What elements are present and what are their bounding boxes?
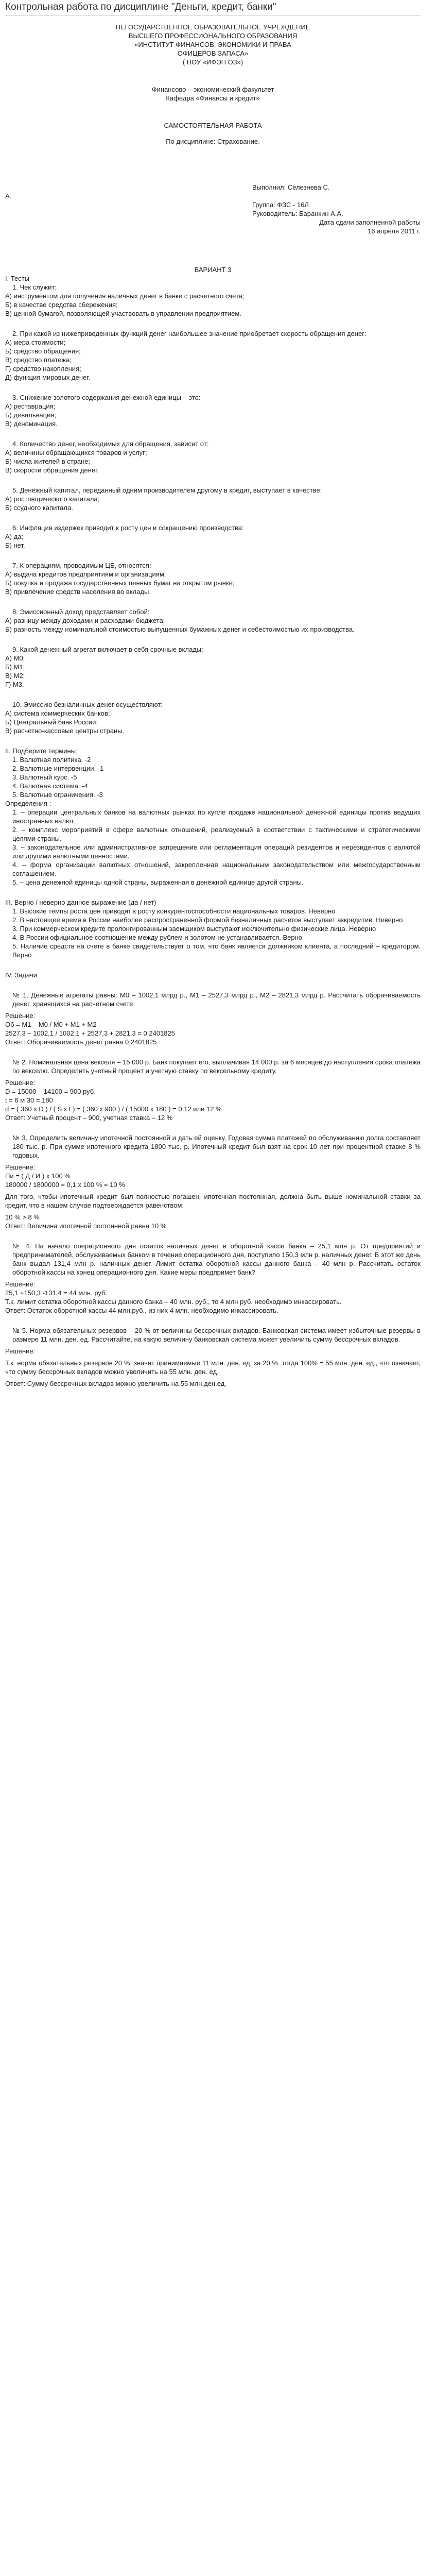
answer-option: А) величины обращающихся товаров и услуг; <box>5 449 147 456</box>
task-solution-line: Т.к. норма обязательных резервов 20 %, значит принимаемые 11 млн. ден. ед. за 20 %. тогда 100% = 55 млн. ден. ед., что означает, что сумму бессрочных вкладов можно увеличить на 55 млн. ден. ед. <box>5 1359 423 1376</box>
task-statement: № 1. Денежные агрегаты равны: М0 – 1002,1 млрд р., М1 – 2527,3 млрд р., М2 – 2821,3 млрд р. Рассчитать обоpачиваемость денег, хранящихся на расчетном счете. <box>12 991 423 1008</box>
org-line: НЕГОСУДАРСТВЕННОЕ ОБРАЗОВАТЕЛЬНОЕ УЧРЕЖДЕНИЕ <box>115 23 310 31</box>
answer-option: А) М0; <box>5 654 25 662</box>
task-solution-line: Ответ: Сумму бессрочных вкладов можно увеличить на 55 млн.ден.ед. <box>5 1380 226 1387</box>
question-text: 9. Какой денежный агрегат включает в себя срочные вклады: <box>12 646 203 653</box>
task-statement: № 3. Определить величину ипотечной постоянной и дать ей оценку. Годовая сумма платежей по обслуживанию долга составляет 180 тыс. р. При сумме ипотечного кредита 1800 тыс. р. Ипотечный кредит был взят на срок 10 лет при процентной ставке 8 % годовых. <box>12 1134 423 1159</box>
answer-option: А) система коммерческих банков; <box>5 709 110 717</box>
org-line: ОФИЦЕРОВ ЗАПАСА» <box>177 49 249 57</box>
question-text: 3. Снижение золотого содержания денежной единицы – это: <box>12 394 201 401</box>
answer-option: Д) функция мировых денег. <box>5 374 91 381</box>
answer-option: В) ценной бумагой, позволяющей участвовать в управлении предприятием. <box>5 310 241 317</box>
task-solution-line: Т.к. лимит остатка оборотной кассы данного банка – 40 млн. руб., то 4 млн руб. необходимо инкассировать. <box>5 1298 342 1306</box>
answer-option: А) разницу между доходами и расходами бюджета; <box>5 617 165 624</box>
test-question <box>5 283 421 318</box>
answer-option: Б) разность между номинальной стоимостью выпущенных бумажных денег и себестоимостью их производства. <box>5 625 355 633</box>
org-line: ( НОУ «ИФЭП ОЗ») <box>182 58 243 66</box>
question-text: 6. Инфляция издержек приводит к росту цен и сокращению производства: <box>12 524 244 532</box>
task-solution-line: 180000 / 1800000 = 0,1 х 100 % = 10 % <box>5 1181 125 1189</box>
task-solution-line: Ответ: Обоpачиваемость денег равна 0,2401825 <box>5 1038 157 1046</box>
task-solution-line: Решение: <box>5 1347 36 1355</box>
answer-option: А) выдача кредитов предприятиям и организациям; <box>5 570 166 578</box>
task-solution-line: d = ( 360 x D ) / ( S x t ) = ( 360 x 900 ) / ( 15000 x 180 ) = 0.12 или 12 % <box>5 1105 222 1113</box>
question-text: 1. Чек служит: <box>12 283 57 291</box>
signature-block <box>5 183 421 235</box>
answer-option: Г) М3. <box>5 681 24 688</box>
task-solution-line: Решение: <box>5 1163 36 1171</box>
performed-by: Выполнил: Селезнева С. <box>252 183 330 191</box>
answer-option: Б) покупка и продажа государственных ценных бумаг на открытом рынке; <box>5 579 235 587</box>
question-text: 10. Эмиссию безналичных денег осуществляют: <box>12 701 163 708</box>
true-false-statement: 1. Высокие темпы роста цен приводят к росту конкурентоспособности национальных товаров. Неверно <box>12 907 336 915</box>
answer-option: Б) ссудного капитала. <box>5 504 73 512</box>
answer-option: А) мера стоимости; <box>5 338 66 346</box>
question-text: 5. Денежный капитал, переданный одним производителем другому в кредит, выступает в качестве: <box>12 486 322 494</box>
terms-section <box>5 747 421 887</box>
answer-option: А) ростовщического капитала; <box>5 495 100 503</box>
test-question <box>5 523 421 550</box>
task-solution-line: t = 6 м 30 = 180 <box>5 1096 53 1104</box>
answer-option: В) расчетно-кассовые центры страны. <box>5 727 125 735</box>
task-solution-line: Об = М1 – М0 / М0 + М1 + М2 <box>5 1021 97 1028</box>
work-type-block <box>5 121 421 146</box>
task <box>5 991 421 1046</box>
definitions-heading: Определения : <box>5 800 51 807</box>
department-name: Кафедра «Финансы и кредит» <box>166 94 260 102</box>
page-title: Контрольная работа по дисциплине "Деньги, кредит, банки" <box>5 1 421 15</box>
test-question <box>5 700 421 735</box>
test-question <box>5 607 421 634</box>
faculty-name: Финансово – экономический факультет <box>151 86 274 93</box>
answer-option: Б) девальвация; <box>5 411 56 419</box>
term-item: 1. Валютная политика. -2 <box>12 756 91 764</box>
org-line: «ИНСТИТУТ ФИНАНСОВ, ЭКОНОМИКИ И ПРАВА <box>134 41 291 48</box>
task <box>5 1133 421 1230</box>
task-solution-line: Решение: <box>5 1280 36 1288</box>
task-solution-line: Решение: <box>5 1079 36 1087</box>
submission-date: 16 апреля 2011 г. <box>368 227 421 235</box>
tests-heading: I. Тесты <box>5 275 30 282</box>
task-solution-line: Ответ: Остаток оборотной кассы 44 млн.руб., из них 4 млн. необходимо инкассировать. <box>5 1307 278 1314</box>
task-solution-line: 10 % > 8 % <box>5 1213 40 1221</box>
task-statement: № 5. Норма обязательных резервов – 20 % от величины бессрочных вкладов. Банковская система имеет избыточные резервы в размере 11 млн. ден. ед. Рассчитайте, на какую величину банковская система может увеличить сумму бессрочных вкладов. <box>12 1327 423 1343</box>
term-definition: 5. – цена денежной единицы одной страны, выраженная в денежной единице другой страны. <box>12 878 304 886</box>
test-question <box>5 439 421 474</box>
answer-option: Б) М1; <box>5 663 25 671</box>
test-question <box>5 645 421 689</box>
term-item: 2. Валютные интервенции. -1 <box>12 765 104 772</box>
answer-option: Б) числа жителей в стране; <box>5 457 91 465</box>
answer-option: А) да; <box>5 533 24 540</box>
tasks-section <box>5 971 421 1388</box>
task-solution-line: Ответ: Учетный процент – 900, учетная ставка – 12 % <box>5 1114 173 1122</box>
org-line: ВЫСШЕГО ПРОФЕССИОНАЛЬНОГО ОБРАЗОВАНИЯ <box>128 32 298 40</box>
task <box>5 1242 421 1315</box>
question-text: 4. Количество денег, необходимых для обращения, зависит от: <box>12 440 209 448</box>
variant-heading: ВАРИАНТ 3 <box>194 266 232 274</box>
answer-option: Г) средство накопления; <box>5 365 81 372</box>
question-text: 8. Эмиссионный доход представляет собой: <box>12 608 150 616</box>
answer-option: Б) средство обращения; <box>5 347 81 355</box>
test-question <box>5 329 421 382</box>
answer-option: В) средство платежа; <box>5 356 72 364</box>
term-definition: 3. – законодательное или административное запрещение или регламентация операций резидентов и нерезидентов с валютой или другими валютными ценностями. <box>12 843 423 860</box>
true-false-statement: 5. Наличие средств на счете в банке свидетельствует о том, что банк является должником клиента, а последний – кредитором. Верно <box>12 942 423 959</box>
task-solution-line: Решение: <box>5 1012 36 1020</box>
answer-option: Б) нет. <box>5 541 25 549</box>
tests-section <box>5 283 421 735</box>
true-false-statement: 4. В России официальное соотношение между рублем и золотом не устанавливается. Верно <box>12 934 303 941</box>
answer-option: В) привлечение средств населения во вклады. <box>5 588 151 596</box>
term-item: 5. Валютные ограничения. -3 <box>12 791 103 799</box>
true-false-heading: III. Верно / неверно данное выражение (да / нет) <box>5 899 156 906</box>
performed-by-initial: А. <box>5 192 12 200</box>
answer-option: В) скорости обращения денег. <box>5 466 99 474</box>
date-label: Дата сдачи заполненной работы <box>319 218 421 226</box>
work-type: САМОСТОЯТЕЛЬНАЯ РАБОТА <box>164 122 262 129</box>
true-false-statement: 3. При коммерческом кредите пролонгированным заемщиком выступают исключительно физические лица. Неверно <box>12 925 376 933</box>
tasks-heading: IV. Задачи <box>5 971 37 979</box>
terms-heading: II. Подберите термины: <box>5 747 78 755</box>
test-question <box>5 486 421 512</box>
term-definition: 2. – комплекс мероприятий в сфере валютных отношений, реализуемый в соответствии с тактическими и стратегическими целями страны. <box>12 826 423 842</box>
task-statement: № 2. Номинальная цена векселя – 15 000 р. Банк покупает его, выплачивая 14 000 р. за 6 месяцев до наступления срока платежа по векселю. Определить учетный процент и учетную ставку по вексельному кредиту. <box>12 1058 423 1075</box>
task <box>5 1058 421 1122</box>
answer-option: В) М2; <box>5 672 25 680</box>
true-false-statement: 2. В настоящее время в России наиболее распространенной формой безналичных расчетов выступает аккредитив. Неверно <box>12 916 403 924</box>
test-question <box>5 561 421 596</box>
term-definition: 4. – форма организации валютных отношений, закрепленная национальным законодательством или межгосударственным соглашением. <box>12 861 423 877</box>
answer-option: А) инструментом для получения наличных денег в банке с расчетного счета; <box>5 292 245 300</box>
answer-option: Б) Центральный банк России; <box>5 718 98 726</box>
faculty-block <box>5 85 421 103</box>
task <box>5 1326 421 1388</box>
answer-option: В) деноминация. <box>5 420 58 428</box>
question-text: 7. К операциям, проводимым ЦБ, относятся: <box>12 562 151 569</box>
task-solution-line: 2527,3 – 1002,1 / 1002,1 + 2527,3 + 2821,3 = 0,2401825 <box>5 1029 175 1037</box>
answer-option: Б) в качестве средства сбережения; <box>5 301 118 309</box>
term-item: 4. Валютная система. -4 <box>12 782 88 790</box>
task-solution-line: Пи = ( Д / И ) х 100 % <box>5 1172 71 1180</box>
task-solution-line: Ответ: Величина ипотечной постоянной равна 10 % <box>5 1222 167 1230</box>
term-definition: 1. – операции центральных банков на валютных рынках по купле продаже национальной денежной единицы против ведущих иностранных валют. <box>12 808 423 825</box>
supervisor: Руководитель: Баранкин А.А. <box>252 210 343 217</box>
answer-option: А) реставрация; <box>5 402 56 410</box>
task-statement: № 4. На начало операционного дня остаток наличных денег в оборотной кассе банка – 25,1 млн р. От предприятий и предпринимателей, обслуживаемых банком в течение операционного дня, поступило 150,3 млн р. наличных денег. В этот же день банк выдал 131,4 млн р. наличных денег. Лимит остатка оборотной кассы данного банка – 40 млн р. Рассчитать остаток оборотной кассы на конец операционного дня. Какие меры предпримет банк? <box>12 1242 423 1276</box>
question-text: 2. При какой из нижеприведенных функций денег наибольшее значение приобретает скорость обращения денег: <box>12 330 367 337</box>
true-false-section <box>5 898 421 959</box>
task-solution-line: D = 15000 – 14100 = 900 руб. <box>5 1088 96 1095</box>
test-question <box>5 393 421 428</box>
discipline: По дисциплине: Страхование. <box>166 138 260 145</box>
task-solution-line: Для того, чтобы ипотечный кредит был полностью погашен, ипотечная постоянная, должна быть выше номинальной ставки за кредит, что в нашем случае подтверждается равенством: <box>5 1193 423 1209</box>
task-solution-line: 25,1 +150,3 -131,4 = 44 млн. руб. <box>5 1289 108 1297</box>
group: Группа: ФЗС - 16Л <box>252 201 309 209</box>
organization-header <box>5 23 421 66</box>
term-item: 3. Валютный курс. -5 <box>12 773 77 781</box>
